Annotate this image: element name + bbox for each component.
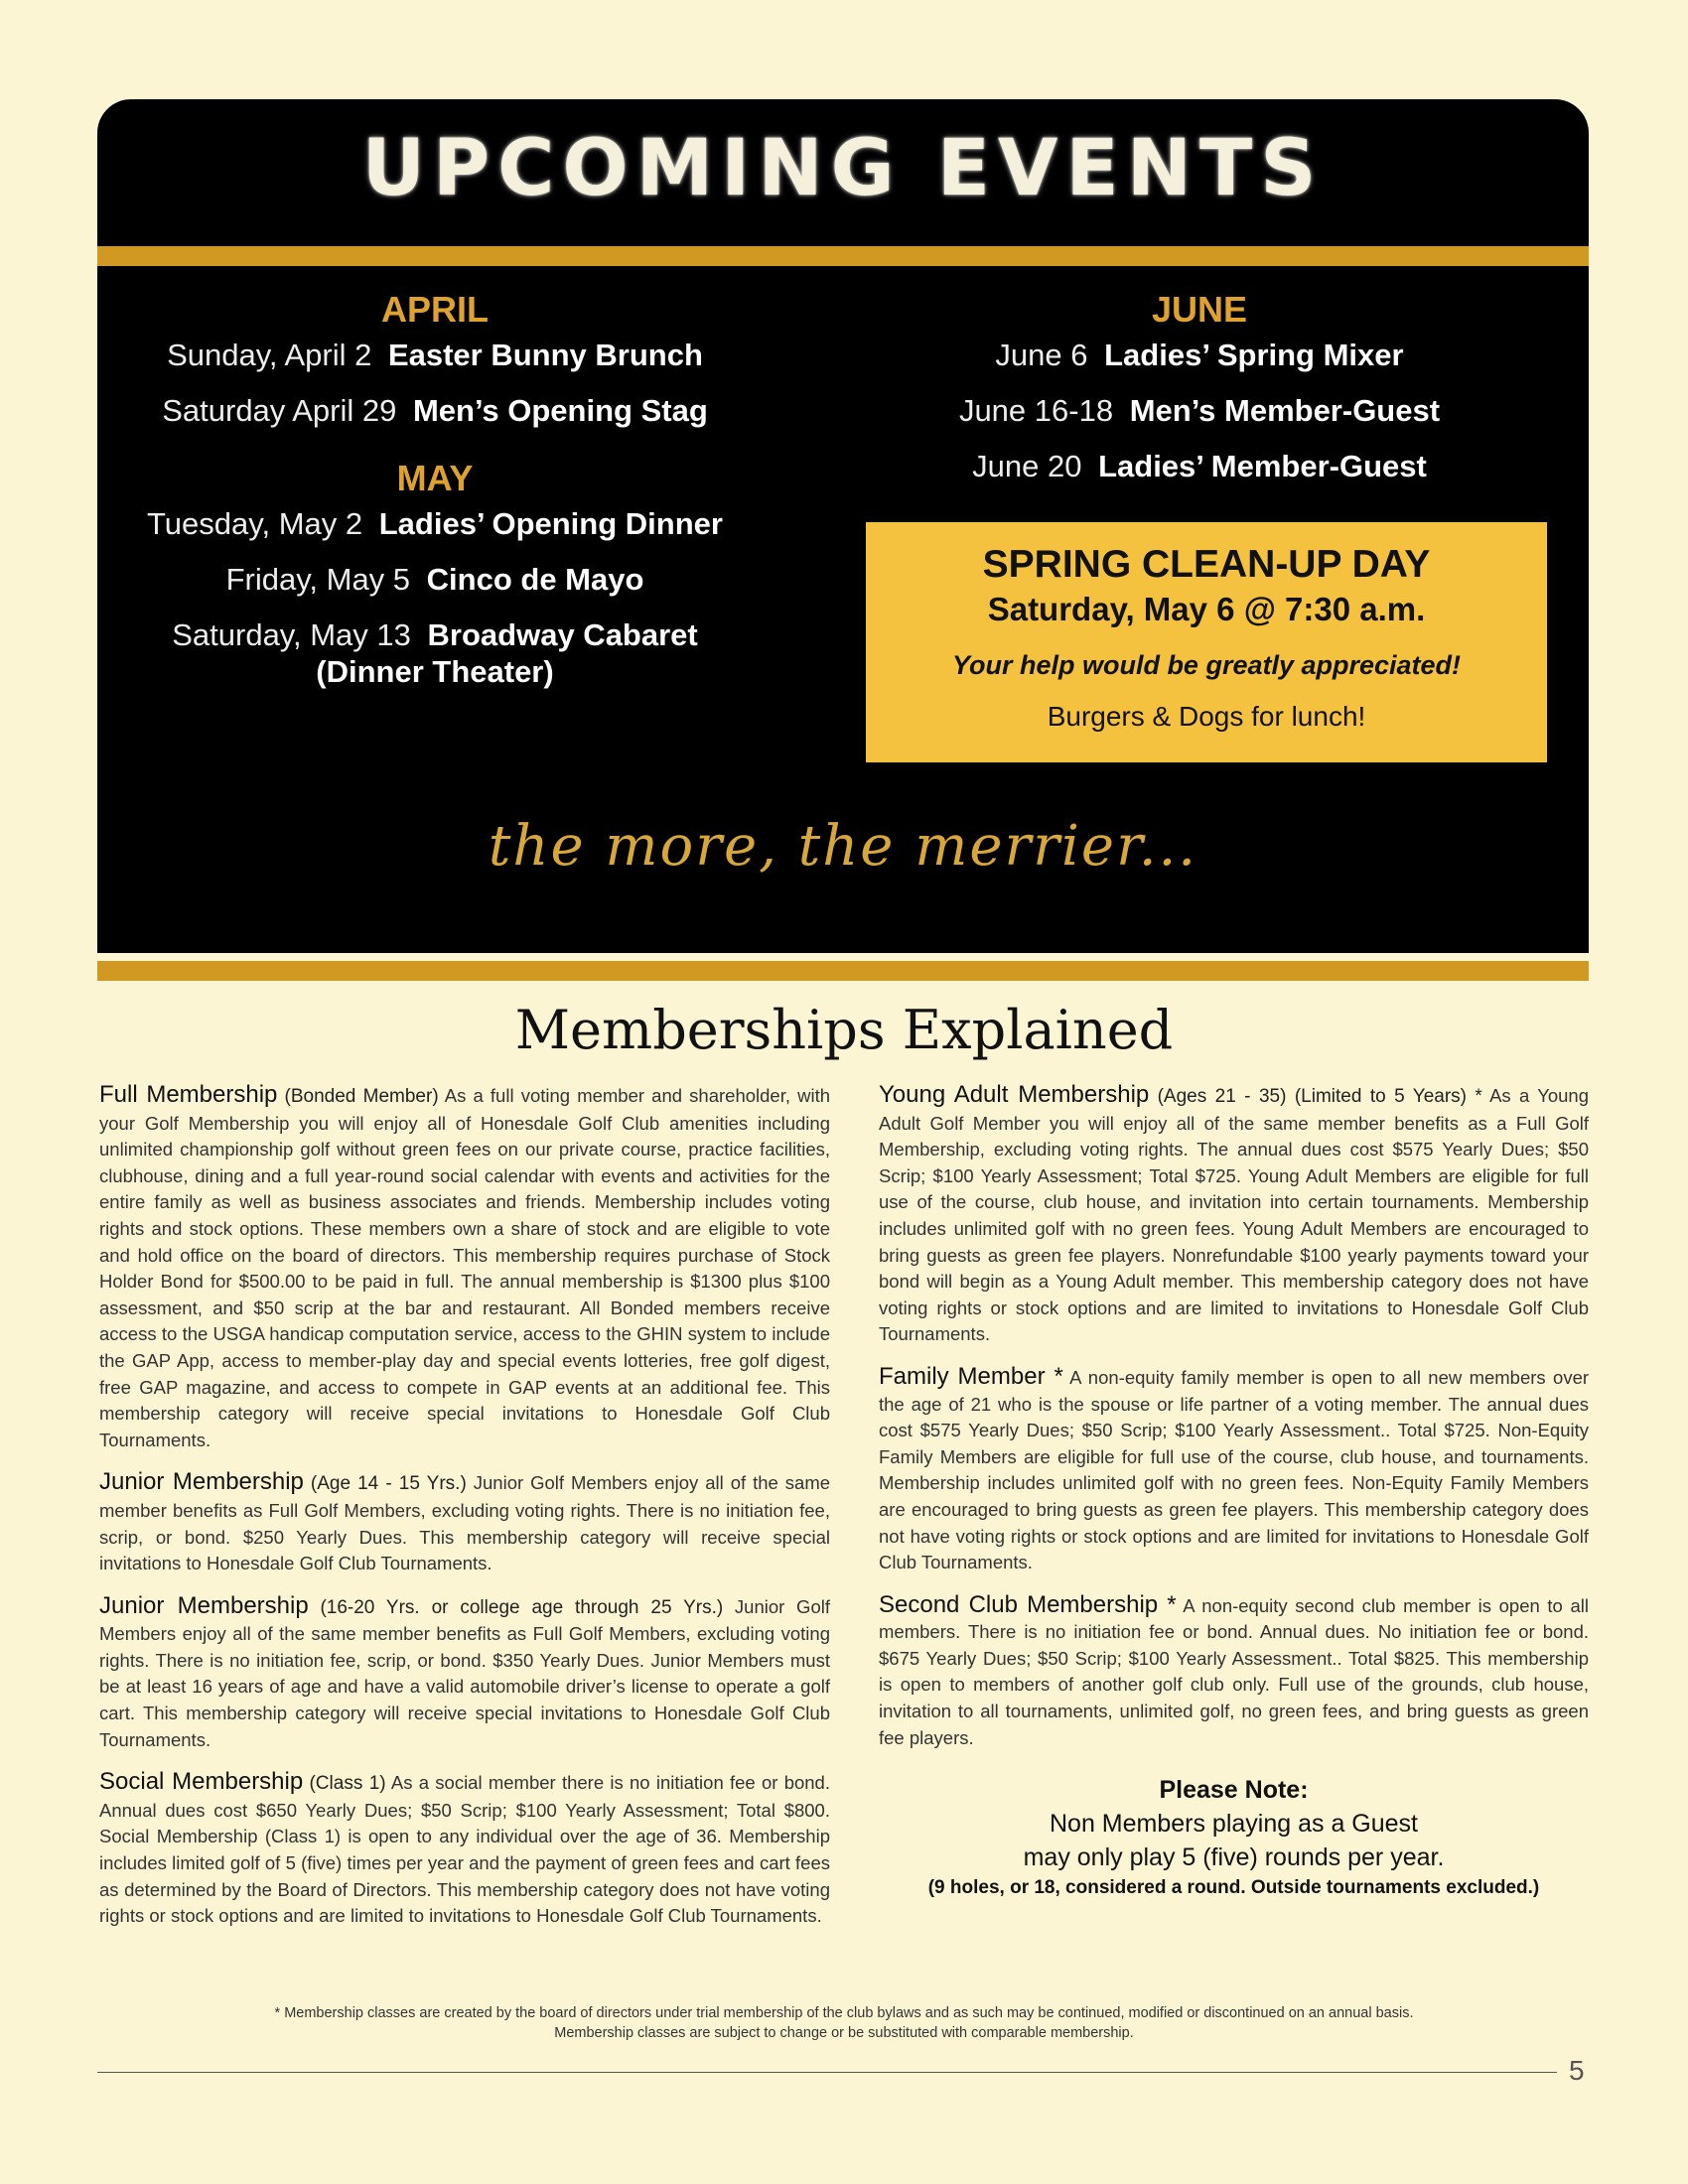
events-header	[97, 99, 1589, 238]
membership-heading: Social Membership	[99, 1768, 304, 1796]
membership-block	[99, 1769, 830, 1930]
event-date: June 20	[972, 449, 1082, 483]
gold-divider-bottom	[97, 961, 1589, 981]
cleanup-lunch-text: Burgers & Dogs for lunch!	[1047, 701, 1366, 732]
event-name: Ladies’ Opening Dinner	[378, 506, 723, 541]
membership-heading: Junior Membership	[99, 1468, 304, 1496]
event-date: Friday, May 5	[225, 562, 411, 597]
membership-description: Junior Golf Members enjoy all of the same member benefits as Full Golf Members, excluding voting rights. There is no initiation fee, scrip, or bond. $250 Yearly Dues. This membership category will receive special invitations to Honesdale Golf Club Tournaments.	[99, 1472, 831, 1574]
membership-block	[879, 1592, 1589, 1752]
membership-description: A non-equity second club member is open to all members. There is no initiation fee or bond. Annual dues. No initiation fee or bond. $675 Yearly Dues; $50 Scrip; $100 Yearly Assessment.. Total $825. This membership is open to members of another golf club only. Full use of the grounds, club house, invitation to all tournaments, unlimited golf, no green fees, and bring guests as green fee players.	[879, 1594, 1589, 1748]
membership-heading: Junior Membership	[99, 1591, 309, 1619]
gold-divider-top	[97, 246, 1589, 266]
events-title: UPCOMING EVENTS	[361, 124, 1325, 213]
note-title: Please Note:	[1159, 1776, 1309, 1805]
month-april: APRIL	[381, 289, 489, 330]
membership-description: A non-equity family member is open to all new members over the age of 21 who is the spouse or life partner of a voting member. The annual dues cost $575 Yearly Dues; $50 Scrip; $100 Yearly Assessment.. Total $725. Non-Equity Family Members are eligible for full use of the course, club house, and tournaments. Membership includes unlimited golf with no green fees. Non-Equity Family Members are encouraged to bring guests as green fee players. This membership category does not have voting rights or stock options and are limited for invitations to Honesdale Golf Club Tournaments.	[879, 1366, 1590, 1573]
guest-note	[879, 1773, 1589, 1902]
membership-block	[99, 1593, 830, 1754]
note-detail: (9 holes, or 18, considered a round. Outside tournaments excluded.)	[927, 1877, 1540, 1899]
event-name: Easter Bunny Brunch	[387, 338, 703, 372]
membership-heading: Young Adult Membership	[879, 1081, 1150, 1108]
event-date: June 16-18	[958, 393, 1114, 428]
event-name: Men’s Opening Stag	[412, 393, 708, 428]
event-subtitle: (Dinner Theater)	[316, 654, 554, 689]
event-name: Men’s Member-Guest	[1129, 393, 1441, 428]
membership-block	[99, 1469, 830, 1576]
event-date: June 6	[995, 338, 1088, 372]
event-item	[127, 338, 743, 373]
cleanup-day-callout	[866, 522, 1547, 762]
membership-qualifier: (Ages 21 - 35) (Limited to 5 Years) *	[1157, 1086, 1482, 1107]
event-item	[127, 506, 743, 542]
event-name: Broadway Cabaret	[427, 617, 698, 652]
membership-heading: Family Member *	[879, 1362, 1063, 1390]
event-date: Sunday, April 2	[167, 338, 372, 372]
cleanup-title: SPRING CLEAN-UP DAY	[982, 543, 1431, 586]
memberships-right-column	[879, 1082, 1589, 1902]
membership-description: As a full voting member and shareholder, with your Golf Membership you will enjoy all of Honesdale Golf Club amenities including unlimited championship golf without green fees on our private course, practice facilities, clubhouse, dining and a full year-round social calendar with events and activities for the entire family as well as business associates and friends. Membership includes voting rights and stock options. These members own a share of stock and are eligible to vote and hold office on the board of directors. This membership requires purchase of Stock Holder Bond for $500.00 to be paid in full. The annual membership is $1300 plus $100 assessment, and $50 scrip at the bar and restaurant. All Bonded members receive access to the USGA handicap computation service, access to the GHIN system to include the GAP App, access to member-play day and special events lotteries, free golf digest, free GAP magazine, and access to compete in GAP events at an additional fee. This membership category will receive special invitations to Honesdale Golf Club Tournaments.	[99, 1085, 831, 1450]
tagline: the more, the merrier...	[488, 814, 1198, 879]
cleanup-help-text: Your help would be greatly appreciated!	[951, 650, 1462, 680]
membership-block	[879, 1364, 1589, 1576]
memberships-title: Memberships Explained	[514, 999, 1174, 1061]
footnote-line: * Membership classes are created by the board of directors under trial membership of the club bylaws and as such may be continued, modified or discontinued on an annual basis.	[274, 2005, 1414, 2021]
membership-heading: Full Membership	[99, 1081, 278, 1108]
event-date: Tuesday, May 2	[147, 506, 363, 541]
event-name: Ladies’ Member-Guest	[1098, 449, 1427, 483]
membership-qualifier: (Class 1)	[309, 1773, 386, 1795]
event-item	[882, 449, 1517, 484]
event-item	[127, 617, 743, 653]
membership-description: Junior Golf Members enjoy all of the same member benefits as Full Golf Members, excluding voting rights. There is no initiation fee, scrip, or bond. $350 Yearly Dues. Junior Members must be at least 16 years of age and have a valid automobile driver’s license to operate a golf cart. This membership category will receive special invitations to Honesdale Golf Club Tournaments.	[99, 1595, 830, 1750]
note-line: may only play 5 (five) rounds per year.	[1023, 1843, 1445, 1872]
membership-qualifier: (Age 14 - 15 Yrs.)	[310, 1473, 467, 1495]
membership-block	[879, 1082, 1589, 1348]
event-item	[882, 338, 1517, 373]
month-june: JUNE	[1151, 289, 1248, 330]
footnote-line: Membership classes are subject to change or be substituted with comparable membership.	[554, 2025, 1134, 2041]
event-item	[882, 393, 1517, 429]
membership-qualifier: (16-20 Yrs. or college age through 25 Yrs.)	[320, 1596, 724, 1618]
membership-description: As a Young Adult Golf Member you will enjoy all of the same member benefits as a Full Golf Membership, excluding voting rights. The annual dues cost $575 Yearly Dues; $50 Scrip; $100 Yearly Assessment; Total $725. Young Adult Members are eligible for full use of the course, club house, and invitation into certain tournaments. Membership includes unlimited golf with no green fees. Young Adult Members are encouraged to bring guests as green fee players. Nonrefundable $100 yearly payments toward your bond will begin as a Young Adult member. This membership category does not have voting rights or stock options and are limited to invitations to Honesdale Golf Club Tournaments.	[879, 1085, 1590, 1345]
memberships-left-column	[99, 1082, 830, 1946]
event-date: Saturday April 29	[162, 393, 397, 428]
event-date: Saturday, May 13	[172, 617, 411, 652]
month-may: MAY	[396, 458, 474, 498]
events-panel	[97, 99, 1589, 953]
events-left-column	[127, 288, 743, 691]
membership-description: As a social member there is no initiation fee or bond. Annual dues cost $650 Yearly Dues; $50 Scrip; $100 Yearly Assessment; Total $800. Social Membership (Class 1) is open to any individual over the age of 36. Membership includes limited golf of 5 (five) times per year and the payment of green fees and cart fees as determined by the Board of Directors. This membership category does not have voting rights or stock options and are limited to invitations to Honesdale Golf Club Tournaments.	[99, 1772, 830, 1927]
footnote	[0, 2003, 1688, 2043]
membership-block	[99, 1082, 830, 1453]
footer-rule	[97, 2072, 1557, 2073]
events-right-column	[882, 288, 1517, 504]
event-name: Ladies’ Spring Mixer	[1104, 338, 1404, 372]
membership-qualifier: (Bonded Member)	[284, 1086, 439, 1107]
event-item	[127, 393, 743, 429]
membership-heading: Second Club Membership *	[879, 1590, 1177, 1618]
event-name: Cinco de Mayo	[426, 562, 644, 597]
page-number: 5	[1569, 2055, 1585, 2086]
event-item	[127, 562, 743, 598]
cleanup-date: Saturday, May 6 @ 7:30 a.m.	[987, 591, 1426, 627]
note-line: Non Members playing as a Guest	[1049, 1810, 1418, 1839]
